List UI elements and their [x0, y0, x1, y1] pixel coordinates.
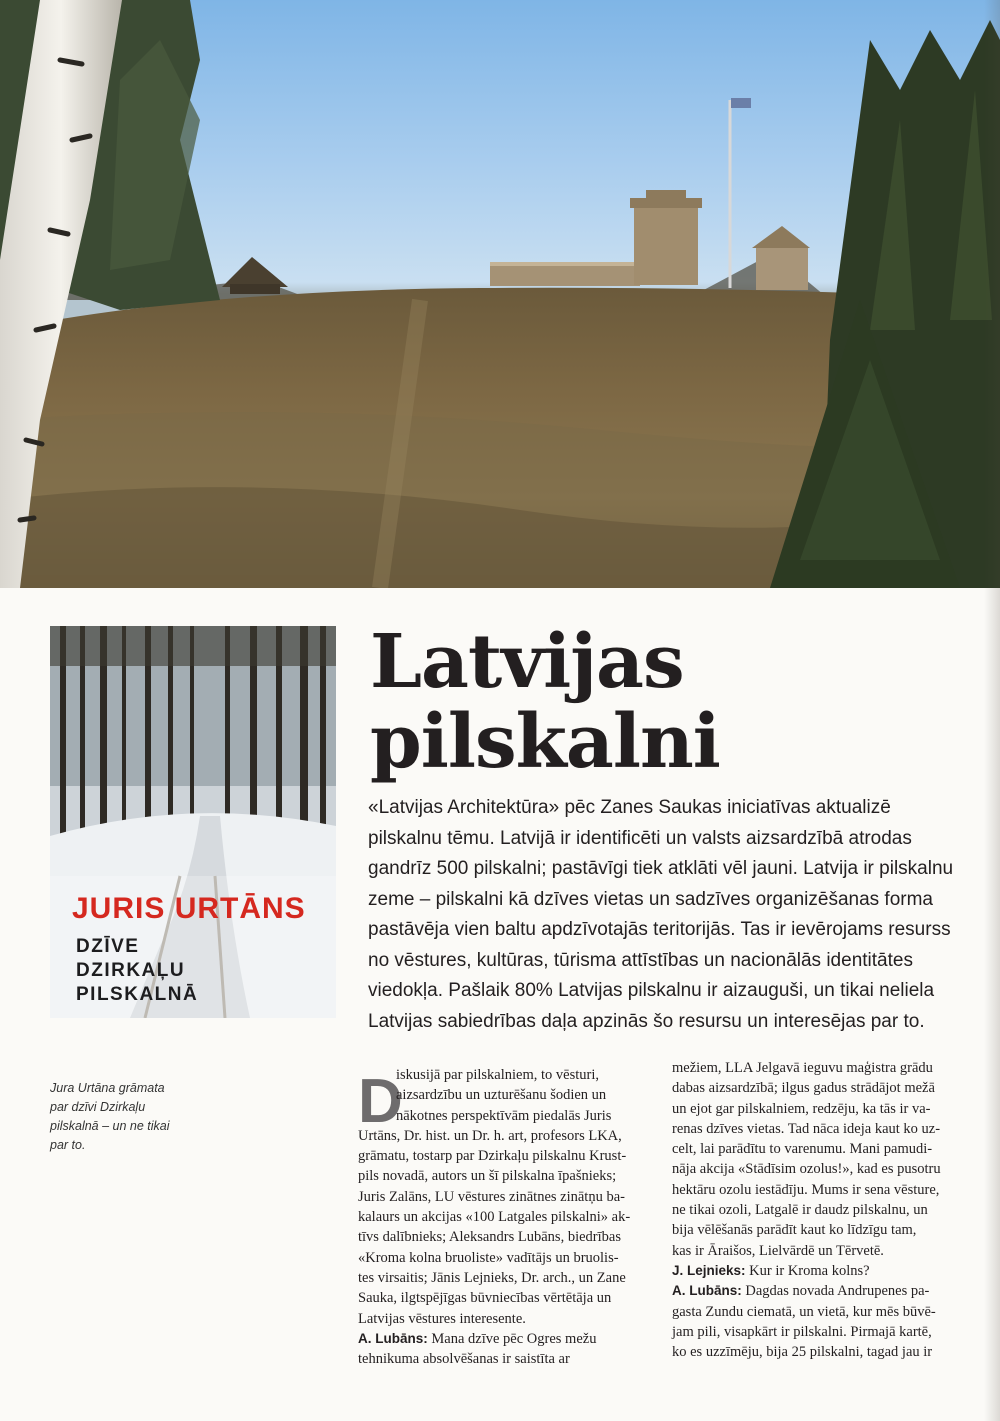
- lead-paragraph: [368, 793, 968, 1037]
- page-edge-shadow: [984, 0, 1000, 1421]
- body-line: Latvijas vēstures interesente.: [358, 1310, 526, 1327]
- body-line: grāmatu, tostarp par Dzirkaļu pilskalnu Krust-: [358, 1148, 627, 1165]
- speaker-text: Kur ir Kroma kolns?: [745, 1262, 870, 1279]
- caption-line: Jura Urtāna grāmata: [50, 1081, 165, 1095]
- lead-line: no vēstures, kultūras, tūrisma attīstības un nacionālās identitātes: [368, 949, 913, 971]
- body-line: hektāru ozolu iestādīju. Mums ir sena vēsture,: [672, 1181, 940, 1198]
- lead-line: Latvijas sabiedrības daļa apzinās šo resursu un interesējas par to.: [368, 1010, 925, 1032]
- body-line: mežiem, LLA Jelgavā ieguvu maģistra grādu: [672, 1060, 933, 1076]
- body-line: [358, 1329, 650, 1349]
- body-line: pils novadā, autors un šī pilskalna īpašnieks;: [358, 1168, 617, 1185]
- body-line: ne tikai ozoli, Latgalē ir daudz pilskalnu, un: [672, 1202, 928, 1219]
- body-line: [672, 1261, 964, 1281]
- body-line: nāja akcija «Stādīsim ozolus!», kad es pusotru: [672, 1161, 941, 1178]
- body-line: renas dzīves vietas. Tad nāca ideja kaut ko uz-: [672, 1120, 941, 1137]
- cover-caption: [50, 1079, 190, 1155]
- book-title-line: PILSKALNĀ: [76, 984, 199, 1005]
- headline-line-1: Latvijas: [370, 619, 684, 705]
- body-line: un ejot gar pilskalniem, redzēju, ka tās ir va-: [672, 1100, 931, 1117]
- hillfort-photo-art: [0, 0, 1000, 588]
- lead-line: viedokļa. Pašlaik 80% Latvijas pilskalnu ir aizauguši, un tikai neliela: [368, 980, 935, 1001]
- headline-line-2: pilskalni: [370, 699, 720, 785]
- body-line: [672, 1281, 964, 1301]
- body-line: tehnikuma absolvēšanas ir saistīta ar: [358, 1351, 570, 1368]
- body-line: iskusijā par pilskalniem, to vēsturi,: [396, 1067, 599, 1083]
- speaker-label: J. Lejnieks:: [672, 1262, 746, 1278]
- body-line: nākotnes perspektīvām piedalās Juris: [396, 1107, 612, 1124]
- body-line: tes virsaitis; Jānis Lejnieks, Dr. arch., un Zane: [358, 1269, 626, 1286]
- body-line: tīvs dalībnieks; Aleksandrs Lubāns, biedrības: [358, 1229, 621, 1246]
- body-line: Sauka, ilgtspējīgas būvniecības vērtētāja un: [358, 1290, 612, 1307]
- body-line: celt, lai parādītu to varenumu. Mani pamudi-: [672, 1141, 933, 1158]
- caption-line: pilskalnā – un ne tikai: [50, 1119, 170, 1133]
- lead-line: pilskalnu tēmu. Latvijā ir identificēti un valsts aizsardzībā atrodas: [368, 827, 912, 849]
- speaker-label: A. Lubāns:: [358, 1330, 428, 1346]
- body-line: jam pili, visapkārt ir pilskalni. Pirmajā kartē,: [672, 1323, 932, 1340]
- caption-line: par to.: [50, 1138, 86, 1152]
- lead-line: gandrīz 500 pilskalni; pastāvīgi tiek atklāti vēl jauni. Latvija ir pilskalnu: [368, 858, 954, 879]
- book-cover: [50, 626, 336, 1018]
- body-column-1: [358, 1065, 650, 1369]
- body-line: ko es uzzīmēju, bija 25 pilskalni, tagad jau ir: [672, 1344, 933, 1361]
- speaker-label: A. Lubāns:: [672, 1283, 742, 1299]
- body-line: bija vēlēšanās parādīt kaut ko līdzīgu tam,: [672, 1222, 917, 1239]
- drop-cap: D: [358, 1067, 403, 1136]
- body-line: Urtāns, Dr. hist. un Dr. h. art, profesors LKA,: [358, 1127, 622, 1144]
- lead-line: «Latvijas Architektūra» pēc Zanes Saukas iniciatīvas aktualizē: [368, 797, 891, 818]
- body-line: Juris Zalāns, LU vēstures zinātnes zinātņu ba-: [358, 1188, 625, 1205]
- body-line: kas ir Āraišos, Lielvārdē un Tērvetē.: [672, 1242, 884, 1259]
- body-column-2: [672, 1058, 964, 1362]
- speaker-text: Dagdas novada Andrupenes pa-: [741, 1283, 930, 1300]
- caption-line: par dzīvi Dzirkaļu: [50, 1100, 146, 1114]
- body-line: kalaurs un akcijas «100 Latgales pilskalni» ak-: [358, 1209, 631, 1226]
- book-author: JURIS URTĀNS: [72, 892, 306, 925]
- hillfort-photo: [0, 0, 1000, 588]
- article-headline: [370, 619, 720, 785]
- body-line: «Kroma kolna bruoliste» vadītājs un bruolis-: [358, 1249, 619, 1266]
- body-line: dabas aizsardzībā; ilgus gadus strādājot mežā: [672, 1080, 935, 1097]
- lead-line: pastāvēja vien baltu apdzīvotajās teritorijās. Tas ir ievērojams resurss: [368, 919, 951, 940]
- body-line: aizsardzību un uzturēšanu šodien un: [396, 1087, 607, 1104]
- body-line: gasta Zundu ciematā, un vietā, kur mēs būvē-: [672, 1303, 936, 1320]
- lead-line: zeme – pilskalni kā dzīves vietas un sadzīves organizēšanas forma: [368, 888, 933, 910]
- speaker-text: Mana dzīve pēc Ogres mežu: [427, 1330, 597, 1347]
- book-title-line: DZĪVE: [76, 936, 140, 957]
- book-title-line: DZIRKAĻU: [76, 960, 186, 981]
